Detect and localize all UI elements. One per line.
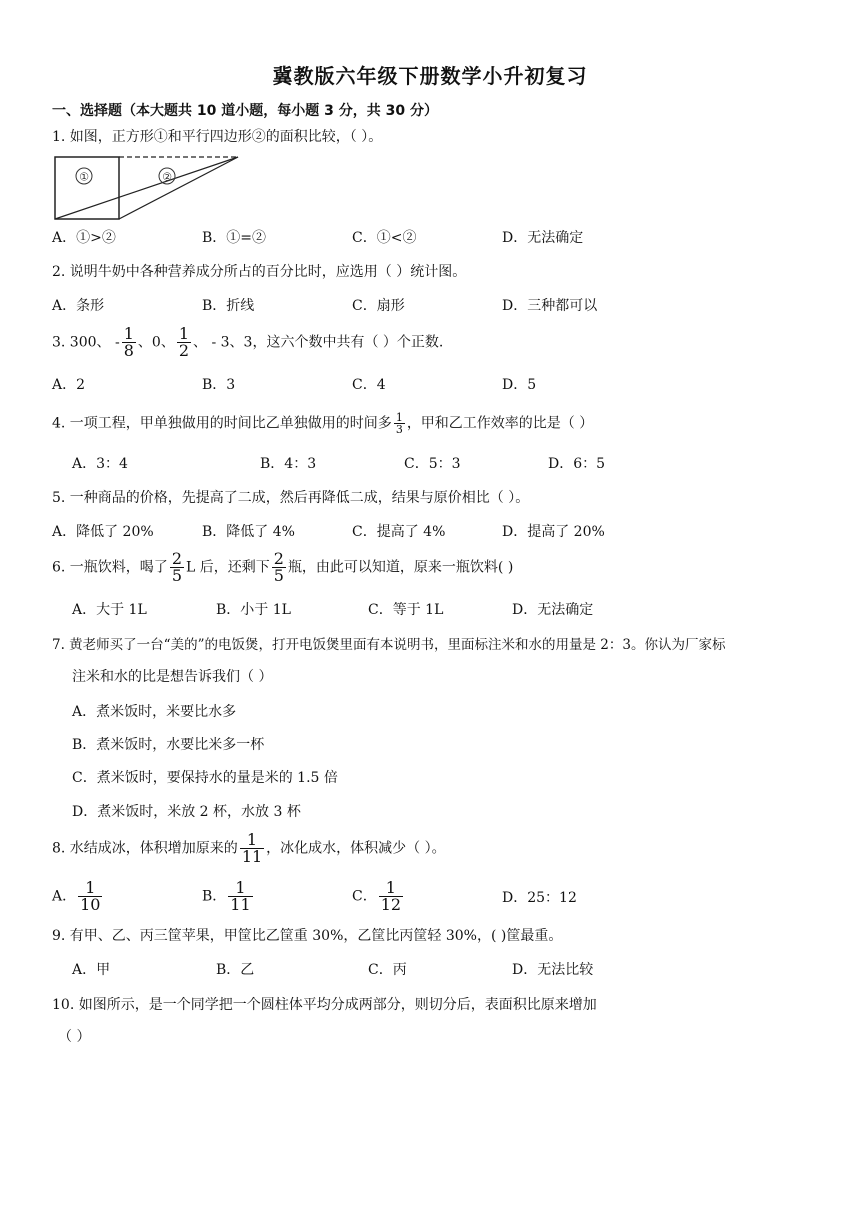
q9-option-d: D．无法比较 — [512, 962, 594, 978]
question-1: 1. 如图，正方形①和平行四边形②的面积比较，（ ）。 — [52, 129, 383, 145]
page-title: 冀教版六年级下册数学小升初复习 — [272, 64, 588, 88]
q8-option-c-fraction: $\frac{1}{12}$ — [380, 878, 402, 914]
q6-option-b: B．小于 1L — [216, 602, 291, 618]
q2-option-d: D．三种都可以 — [502, 298, 598, 314]
q6-option-d: D．无法确定 — [512, 602, 594, 618]
q8-option-c: C． $\frac{1}{12}$ — [352, 878, 402, 914]
q2-option-c: C．扇形 — [352, 298, 405, 314]
q4-option-b: B．4：3 — [260, 456, 317, 472]
q5-option-a: A．降低了 20% — [52, 524, 154, 540]
q8-text-start: 8. 水结成冰，体积增加原来的 — [52, 840, 238, 857]
q6-fraction-2: $\frac{2}{5}$ — [273, 549, 284, 585]
q3-option-a: A．2 — [52, 377, 86, 393]
square-label: ① — [79, 170, 89, 184]
q1-option-a: A．①>② — [52, 230, 116, 246]
parallelogram-right-side — [119, 157, 238, 219]
q2-option-b: B．折线 — [202, 298, 255, 314]
q3-option-b: B．3 — [202, 377, 236, 393]
q3-option-c: C．4 — [352, 377, 386, 393]
q4-option-a: A．3：4 — [72, 456, 128, 472]
q5-option-d: D．提高了 20% — [502, 524, 605, 540]
q8-option-a: A． $\frac{1}{10}$ — [52, 878, 101, 914]
q1-option-d: D．无法确定 — [502, 230, 584, 246]
q8-option-a-fraction: $\frac{1}{10}$ — [80, 878, 101, 914]
question-5: 5. 一种商品的价格，先提高了二成，然后再降低二成，结果与原价相比（ ）。 — [52, 490, 530, 506]
question-9: 9. 有甲、乙、丙三筐苹果，甲筐比乙筐重 30%，乙筐比丙筐轻 30%，( )筐最重。 — [52, 928, 563, 944]
q3-option-d: D．5 — [502, 377, 537, 393]
q9-option-a: A．甲 — [72, 962, 111, 978]
q7-option-b: B．煮米饭时，水要比米多一杯 — [72, 737, 265, 753]
q4-option-d: D．6：5 — [548, 456, 606, 472]
q6-option-a: A．大于 1L — [72, 602, 147, 618]
q3-text-end: 、 - 3、3，这六个数中共有（ ）个正数. — [193, 334, 444, 351]
q7-option-d: D．煮米饭时，米放 2 杯，水放 3 杯 — [72, 804, 301, 820]
square-parallelogram-figure — [54, 153, 244, 223]
q6-text-mid: L 后，还剩下 — [186, 559, 270, 576]
q5-option-c: C．提高了 4% — [352, 524, 446, 540]
q7-option-c: C．煮米饭时，要保持水的量是米的 1.5 倍 — [72, 770, 338, 786]
question-6 — [52, 551, 513, 584]
question-8 — [52, 832, 446, 865]
q3-text-mid: 、0、 — [137, 334, 175, 351]
question-7-line-2: 注米和水的比是想告诉我们（ ） — [72, 669, 273, 685]
q7-option-a: A．煮米饭时，米要比水多 — [72, 704, 237, 720]
q6-text-end: 瓶，由此可以知道，原来一瓶饮料( ) — [287, 559, 514, 576]
q4-text-end: ，甲和乙工作效率的比是（ ） — [406, 415, 594, 432]
question-10-line-1: 10. 如图所示，是一个同学把一个圆柱体平均分成两部分，则切分后，表面积比原来增加 — [52, 997, 597, 1013]
q4-option-c: C．5：3 — [404, 456, 461, 472]
q5-option-b: B．降低了 4% — [202, 524, 295, 540]
question-4 — [52, 412, 593, 435]
q1-option-b: B．①=② — [202, 230, 267, 246]
q2-option-a: A．条形 — [52, 298, 105, 314]
question-3 — [52, 326, 443, 359]
q6-fraction-1: $\frac{2}{5}$ — [171, 549, 182, 585]
question-7-line-1: 7. 黄老师买了一台“美的”的电饭煲，打开电饭煲里面有本说明书，里面标注米和水的用量是 2：3。你认为厂家标 — [52, 637, 726, 653]
q3-text-start: 3. 300、 - — [52, 334, 120, 351]
section-heading: 一、选择题（本大题共 10 道小题，每小题 3 分，共 30 分） — [52, 103, 438, 119]
q6-text-start: 6. 一瓶饮料，喝了 — [52, 559, 168, 576]
q8-fraction: $\frac{1}{11}$ — [241, 830, 263, 866]
q8-option-d: D．25：12 — [502, 890, 577, 906]
q8-option-b-fraction: $\frac{1}{11}$ — [230, 878, 251, 914]
q9-option-b: B．乙 — [216, 962, 255, 978]
square-shape — [55, 157, 119, 219]
parallelogram-label: ② — [162, 170, 172, 184]
q4-fraction: $\frac{1}{3}$ — [395, 411, 403, 436]
question-10-line-2: （ ） — [58, 1029, 91, 1045]
q3-fraction-2: $\frac{1}{2}$ — [178, 324, 190, 360]
q8-option-b: B． $\frac{1}{11}$ — [202, 878, 251, 914]
q1-option-c: C．①<② — [352, 230, 417, 246]
parallelogram-left-side — [55, 157, 238, 219]
q8-text-end: ，冰化成水，体积减少（ ）。 — [266, 840, 446, 857]
q9-option-c: C．丙 — [368, 962, 407, 978]
q4-text-start: 4. 一项工程，甲单独做用的时间比乙单独做用的时间多 — [52, 415, 392, 432]
q3-fraction-1: $\frac{1}{8}$ — [123, 324, 134, 360]
question-2: 2. 说明牛奶中各种营养成分所占的百分比时，应选用（ ）统计图。 — [52, 264, 467, 280]
q6-option-c: C．等于 1L — [368, 602, 444, 618]
